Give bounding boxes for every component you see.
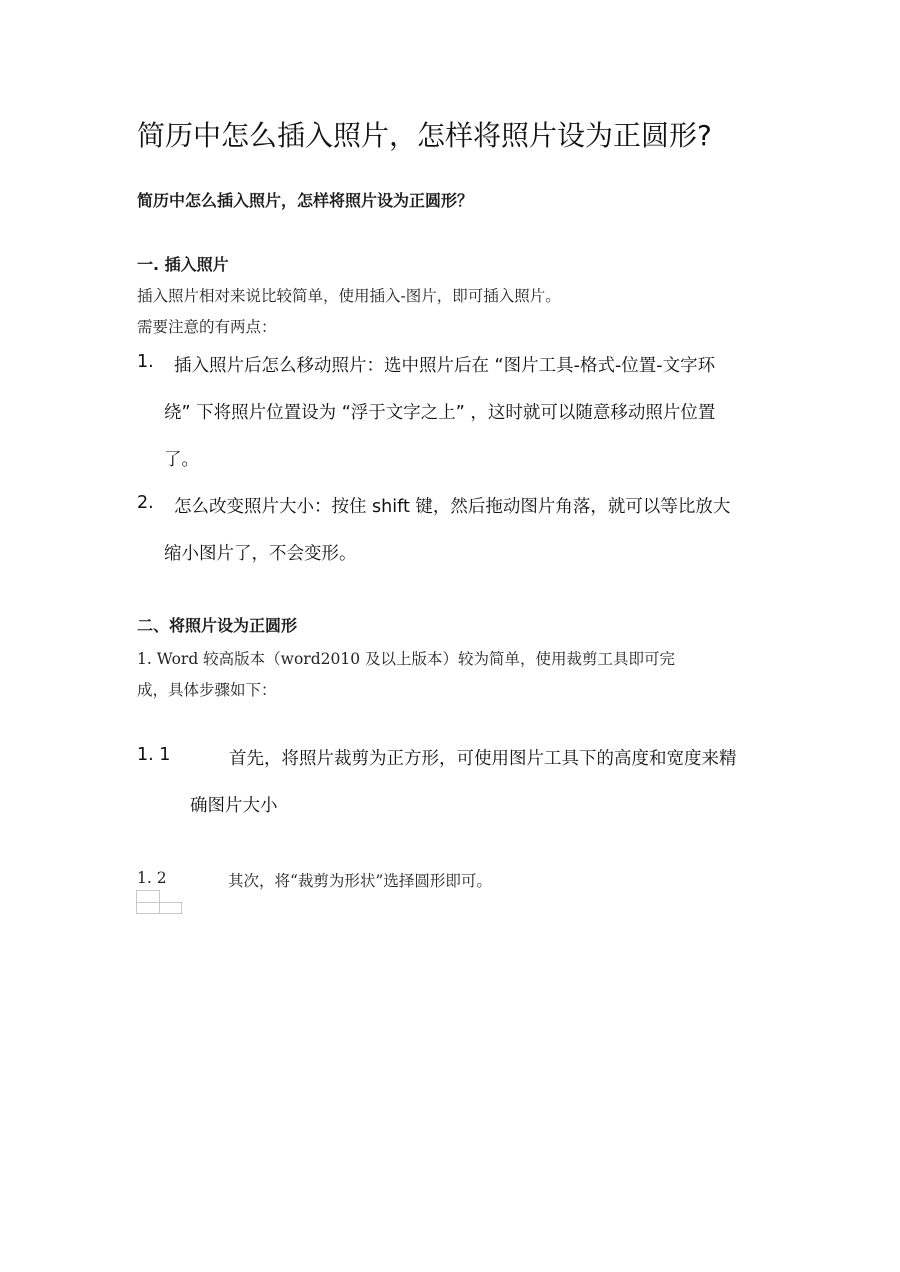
- section2-paragraph-line-1: 1. Word 较高版本（word2010 及以上版本）较为简单，使用裁剪工具即可完: [137, 650, 675, 668]
- empty-table: [136, 890, 182, 914]
- list-item-line: 插入照片后怎么移动照片：选中照片后在 “图片工具-格式-位置-文字环: [174, 356, 716, 376]
- section1-heading: 一. 插入照片: [137, 255, 229, 274]
- table-cell: [136, 902, 160, 914]
- list-item-line: 绕” 下将照片位置设为 “浮于文字之上” ，这时就可以随意移动照片位置: [164, 403, 716, 423]
- list-item-line: 缩小图片了，不会变形。: [164, 544, 357, 564]
- document-title: 简历中怎么插入照片，怎样将照片设为正圆形?: [137, 119, 712, 152]
- section2-paragraph-line-2: 成，具体步骤如下：: [137, 681, 277, 699]
- step-line: 确图片大小: [190, 796, 278, 816]
- list-item-number: 1.: [137, 352, 154, 372]
- list-item-number: 2.: [137, 493, 154, 513]
- list-item-line: 怎么改变照片大小：按住 shift 键，然后拖动图片角落，就可以等比放大: [174, 497, 731, 517]
- list-item-line: 了。: [164, 450, 199, 470]
- table-cell: [159, 902, 182, 914]
- step-line: 其次，将“裁剪为形状”选择圆形即可。: [228, 872, 492, 890]
- step-number: 1. 1: [137, 745, 171, 765]
- section2-heading: 二、将照片设为正圆形: [137, 616, 298, 635]
- step-line: 首先，将照片裁剪为正方形，可使用图片工具下的高度和宽度来精: [229, 749, 737, 769]
- step-number: 1. 2: [137, 869, 167, 887]
- section1-paragraph-2: 需要注意的有两点：: [137, 318, 277, 336]
- section1-paragraph-1: 插入照片相对来说比较简单，使用插入-图片，即可插入照片。: [137, 287, 561, 305]
- document-subtitle: 简历中怎么插入照片，怎样将照片设为正圆形？: [137, 191, 474, 210]
